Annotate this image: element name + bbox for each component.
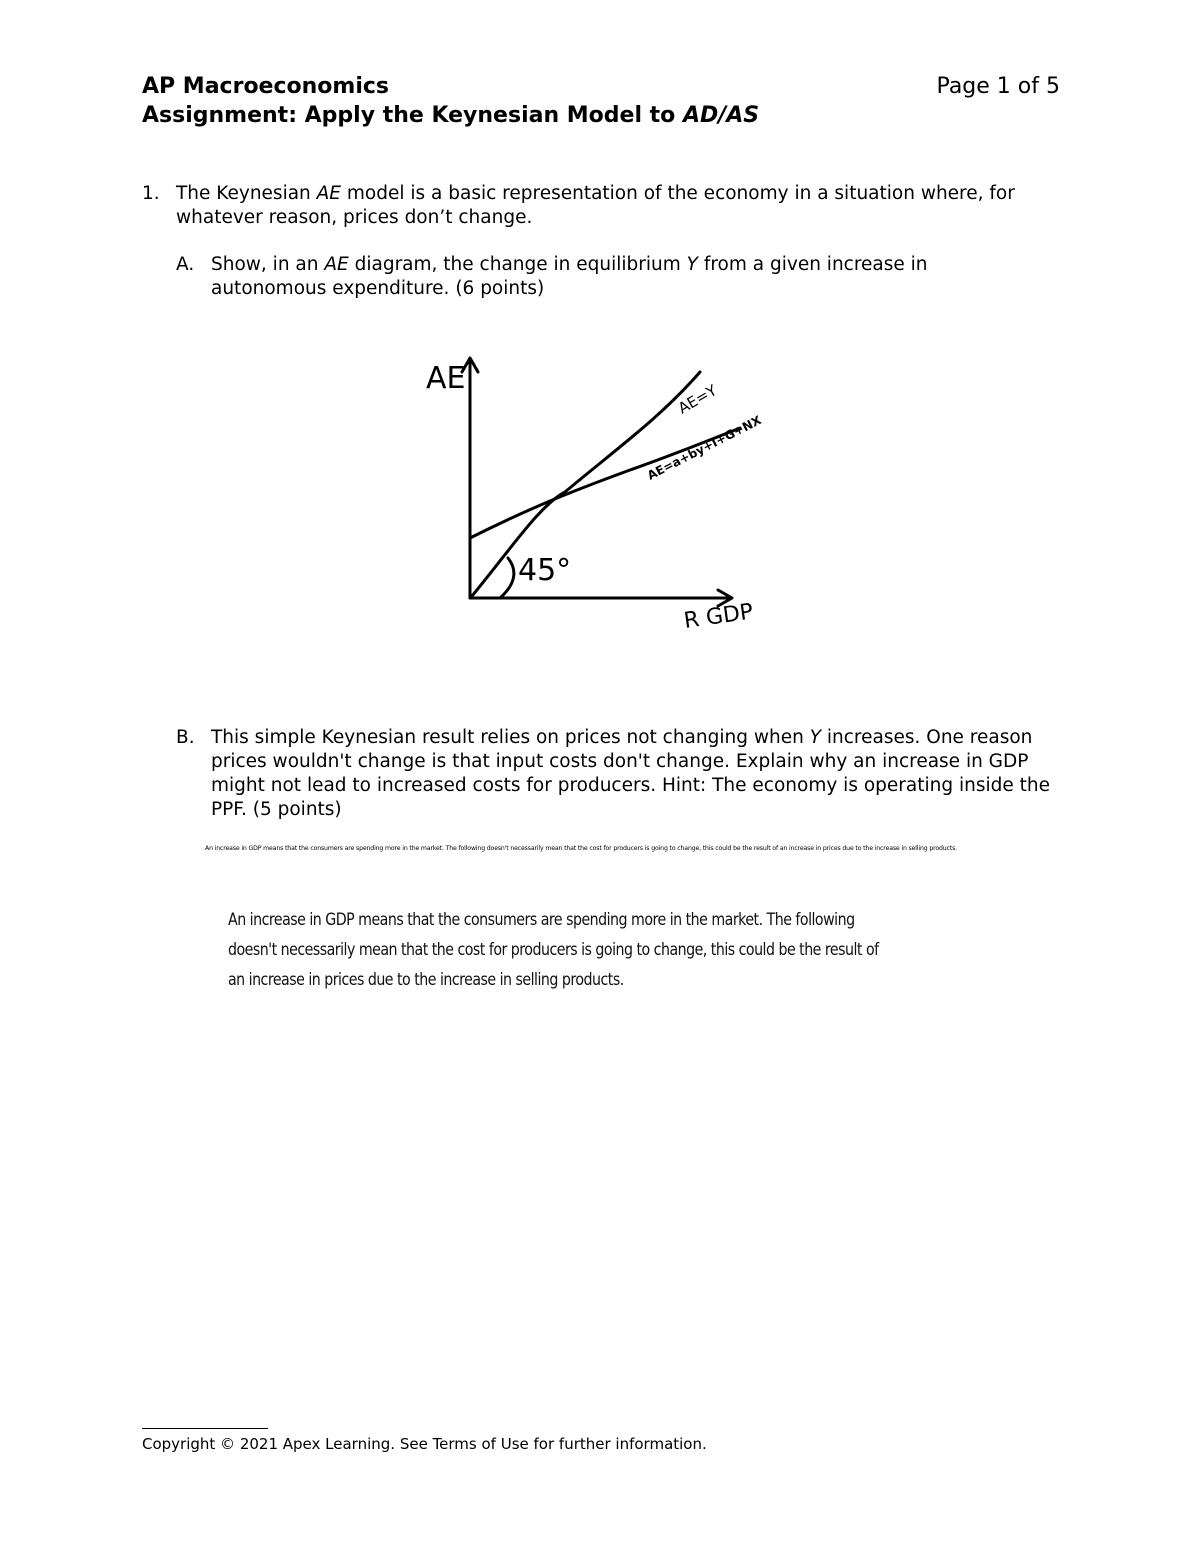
answer-text: An increase in GDP means that the consumers are spending more in the market. The following doesn't necessarily mean that the cost for producers is going to change, this could be the result of an increase in prices due to the increase in selling products. (228, 910, 879, 989)
assignment-title-text: Assignment: Apply the Keynesian Model to (142, 103, 683, 128)
q1-text-ae: AE (316, 183, 342, 204)
ae-line-label: AE=a+by+I+G+NX (645, 413, 764, 483)
ae-equals-y-line (472, 372, 700, 596)
q1-text-b: model is a basic representation of the economy in a situation where, for whatever reason, prices don’t change. (176, 183, 1015, 228)
footer-rule (142, 1428, 268, 1429)
ae-diagram (400, 320, 820, 640)
part-b-text (211, 726, 1061, 822)
pa-text-b: diagram, the change in equilibrium (348, 254, 687, 275)
angle-arc (500, 558, 514, 598)
x-axis-label: R GDP (682, 599, 755, 634)
course-title: AP Macroeconomics (142, 74, 390, 99)
angle-label: 45° (518, 553, 572, 588)
pa-text-ae: AE (324, 254, 349, 275)
pa-text-c: from a given increase in autonomous expenditure. (6 points) (211, 254, 928, 299)
assignment-title-italic: AD/AS (682, 103, 760, 128)
part-a-text (211, 253, 1031, 301)
pa-text-a: Show, in an (211, 254, 325, 275)
copyright-footer: Copyright © 2021 Apex Learning. See Terms of Use for further information. (142, 1435, 707, 1453)
pb-text-y: Y (809, 727, 821, 748)
y-axis-label-group (426, 361, 465, 396)
answer-tiny-text: An increase in GDP means that the consumers are spending more in the market. The following doesn't necessarily mean that the cost for producers is going to change, this could be the result of an increase in prices due to the increase in selling products. (205, 845, 957, 852)
part-a-label: A. (176, 254, 195, 275)
pa-text-y: Y (686, 254, 698, 275)
y-axis-label: AE (426, 361, 466, 396)
ae-equals-y-label: AE=Y (675, 381, 720, 418)
part-b-label: B. (176, 727, 195, 748)
pb-text-b: increases. One reason prices wouldn't change is that input costs don't change. Explain why an increase in GDP might not lead to increased costs for producers. Hint: The economy is operating inside the PPF. (5 points) (211, 727, 1050, 820)
question-1-text (176, 182, 1056, 230)
question-number: 1. (142, 183, 160, 204)
q1-text-a: The Keynesian (176, 183, 317, 204)
pb-text-a: This simple Keynesian result relies on prices not changing when (211, 727, 810, 748)
assignment-title (142, 101, 759, 131)
ae-diagram-svg (400, 320, 820, 640)
page-number: Page 1 of 5 (936, 74, 1060, 99)
